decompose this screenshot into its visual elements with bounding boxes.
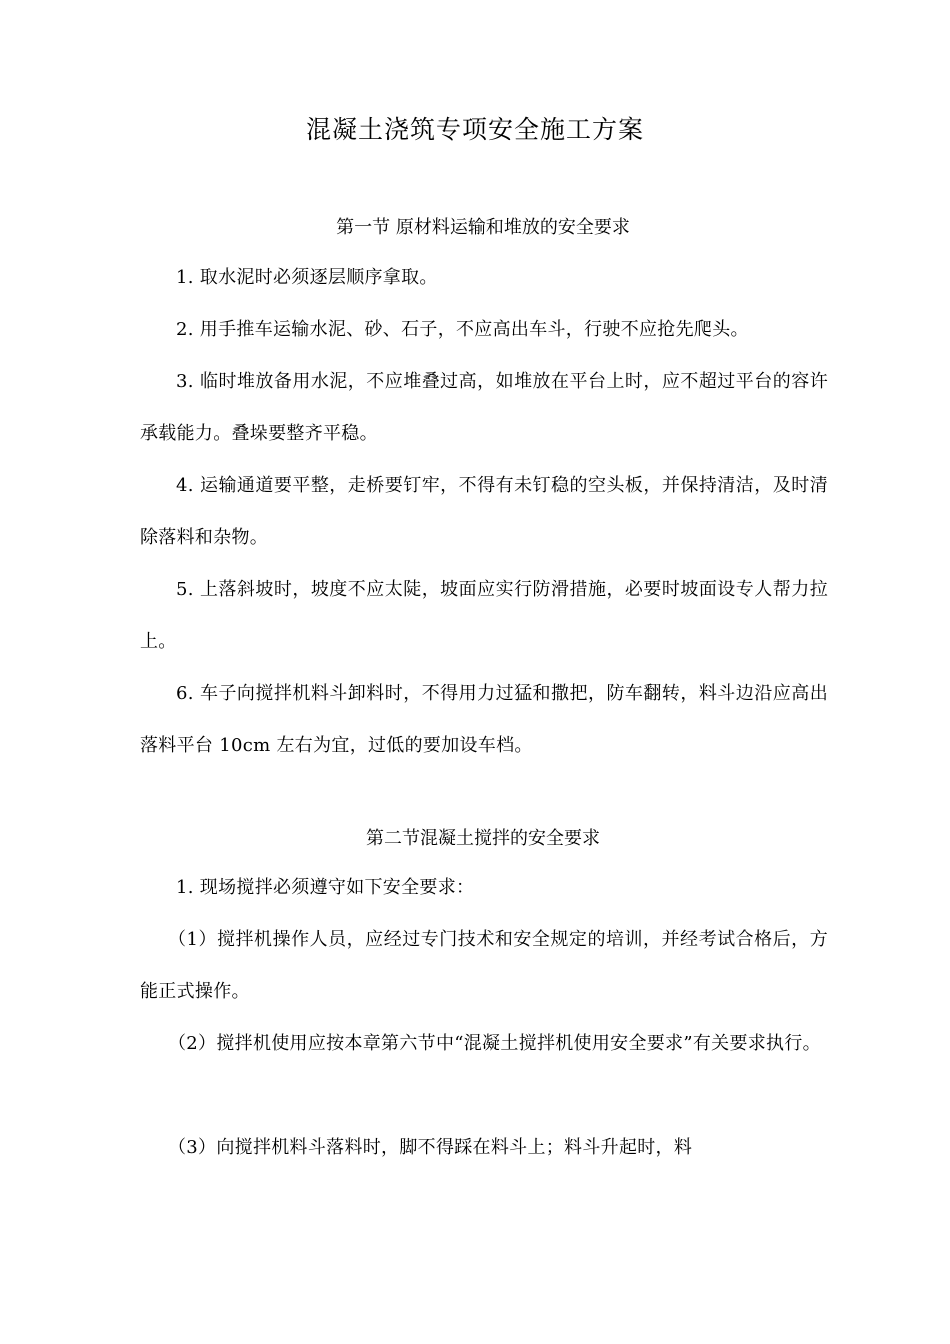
section-heading-2: 第二节混凝土搅拌的安全要求 <box>366 828 600 849</box>
section2-subitem-3: （3）向搅拌机料斗落料时，脚不得踩在料斗上；料斗升起时，料 <box>168 1137 693 1158</box>
section1-item-2: 2. 用手推车运输水泥、砂、石子，不应高出车斗，行驶不应抢先爬头。 <box>176 319 749 340</box>
section1-item-6: 6. 车子向搅拌机料斗卸料时，不得用力过猛和撒把，防车翻转，料斗边沿应高出落料平台 10cm 左右为宜，过低的要加设车档。 <box>140 683 828 756</box>
section1-item-3: 3. 临时堆放备用水泥，不应堆叠过高，如堆放在平台上时，应不超过平台的容许承载能力。叠垛要整齐平稳。 <box>140 371 828 444</box>
section1-item-4: 4. 运输通道要平整，走桥要钉牢，不得有未钉稳的空头板，并保持清洁，及时清除落料和杂物。 <box>140 475 828 548</box>
section1-item-5: 5. 上落斜坡时，坡度不应太陡，坡面应实行防滑措施，必要时坡面设专人帮力拉上。 <box>140 579 828 652</box>
section1-item-1: 1. 取水泥时必须逐层顺序拿取。 <box>176 267 438 288</box>
document-title: 混凝土浇筑专项安全施工方案 <box>305 115 644 144</box>
section-heading-1: 第一节 原材料运输和堆放的安全要求 <box>336 217 630 238</box>
section2-item-1: 1. 现场搅拌必须遵守如下安全要求： <box>176 877 475 898</box>
section2-subitem-2: （2）搅拌机使用应按本章第六节中“混凝土搅拌机使用安全要求”有关要求执行。 <box>168 1033 821 1054</box>
section2-subitem-1: （1）搅拌机操作人员，应经过专门技术和安全规定的培训，并经考试合格后，方能正式操作。 <box>140 929 828 1002</box>
